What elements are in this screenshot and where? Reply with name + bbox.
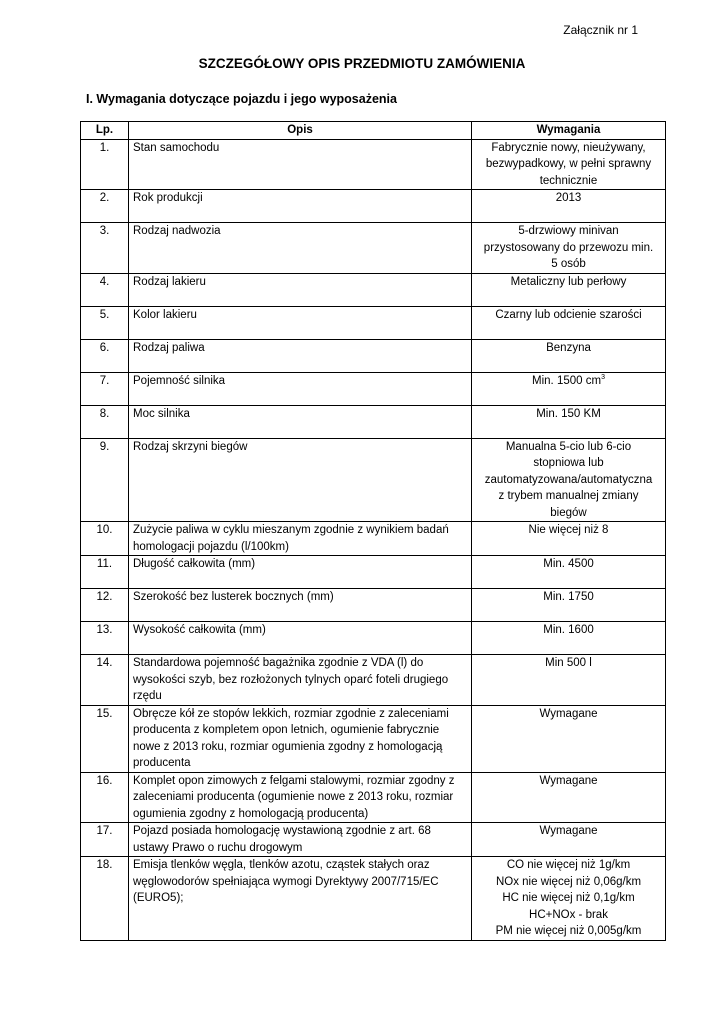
requirement-text: Min. 1500 cm [532, 374, 602, 387]
row-requirement [472, 372, 666, 405]
requirement-line [476, 156, 661, 173]
requirement-line [476, 923, 661, 940]
row-number: 15. [81, 705, 129, 772]
table-row [81, 655, 666, 706]
table-body [81, 139, 666, 940]
row-requirement [472, 556, 666, 589]
requirement-line [476, 256, 661, 273]
row-description: Komplet opon zimowych z felgami stalowymi, rozmiar zgodny z zaleceniami producenta (ogumienie nowe z 2013 roku, rozmiar ogumienia zgodny z homologacją producenta) [129, 772, 472, 823]
table-row [81, 705, 666, 772]
row-description: Wysokość całkowita (mm) [129, 622, 472, 655]
table-row [81, 139, 666, 190]
requirement-text: przystosowany do przewozu min. [483, 241, 654, 254]
row-number: 9. [81, 438, 129, 522]
row-requirement [472, 857, 666, 941]
row-number: 4. [81, 273, 129, 306]
requirement-text: technicznie [539, 174, 598, 187]
row-number: 16. [81, 772, 129, 823]
requirement-text: Min. 4500 [543, 558, 594, 570]
row-description: Szerokość bez lusterek bocznych (mm) [129, 589, 472, 622]
row-requirement [472, 405, 666, 438]
row-description: Kolor lakieru [129, 306, 472, 339]
requirement-line [476, 307, 661, 324]
requirement-line [476, 439, 661, 456]
table-row [81, 372, 666, 405]
row-number: 2. [81, 190, 129, 223]
section-title: I. Wymagania dotyczące pojazdu i jego wyposażenia [86, 92, 397, 106]
requirement-text: HC nie więcej niż 0,1g/km [502, 892, 635, 904]
requirement-line [476, 472, 661, 489]
requirements-table [80, 121, 666, 941]
requirement-text: Czarny lub odcienie szarości [495, 308, 642, 321]
row-requirement [472, 589, 666, 622]
table-row [81, 438, 666, 522]
row-number: 8. [81, 405, 129, 438]
row-description: Obręcze kół ze stopów lekkich, rozmiar zgodnie z zaleceniami producenta z kompletem opon letnich, ogumienie fabrycznie nowe z 2013 roku, rozmiar ogumienia zgodny z homologacją producenta [129, 705, 472, 772]
table-row [81, 589, 666, 622]
row-requirement [472, 655, 666, 706]
requirement-line [476, 773, 661, 790]
requirement-text: Wymagane [539, 707, 598, 720]
row-requirement [472, 823, 666, 857]
row-description: Pojemność silnika [129, 372, 472, 405]
requirement-text: PM nie więcej niż 0,005g/km [495, 925, 642, 937]
row-number: 3. [81, 223, 129, 274]
row-description: Standardowa pojemność bagażnika zgodnie z VDA (l) do wysokości szyb, bez rozłożonych tylnych oparć foteli drugiego rzędu [129, 655, 472, 706]
requirement-text: 5-drzwiowy minivan [518, 225, 619, 237]
table-row [81, 622, 666, 655]
attachment-label: Załącznik nr 1 [563, 23, 638, 37]
row-requirement [472, 190, 666, 223]
requirement-text: zautomatyzowana/automatyczna [484, 473, 653, 486]
row-requirement [472, 522, 666, 556]
requirement-line [476, 223, 661, 240]
requirement-text: Nie więcej niż 8 [528, 524, 609, 536]
requirement-line [476, 589, 661, 606]
requirement-line [476, 857, 661, 874]
table-row [81, 823, 666, 857]
column-header-desc: Opis [129, 122, 472, 140]
table-row [81, 857, 666, 941]
requirement-line [476, 522, 661, 539]
requirement-text: 2013 [555, 192, 582, 204]
requirement-text: 5 osób [551, 258, 586, 270]
requirement-line [476, 406, 661, 423]
row-number: 7. [81, 372, 129, 405]
row-number: 14. [81, 655, 129, 706]
table-row [81, 190, 666, 223]
table-row [81, 556, 666, 589]
requirement-text: Wymagane [539, 774, 598, 787]
row-description: Zużycie paliwa w cyklu mieszanym zgodnie z wynikiem badań homologacji pojazdu (l/100km) [129, 522, 472, 556]
requirement-text: Min. 1750 [543, 591, 594, 603]
row-description: Moc silnika [129, 405, 472, 438]
row-requirement [472, 772, 666, 823]
row-requirement [472, 622, 666, 655]
requirement-line [476, 173, 661, 190]
requirement-line [476, 655, 661, 672]
row-description: Rodzaj nadwozia [129, 223, 472, 274]
requirement-text: Metaliczny lub perłowy [510, 275, 627, 288]
row-requirement [472, 339, 666, 372]
table-header-row [81, 122, 666, 140]
requirement-line [476, 140, 661, 157]
row-description: Stan samochodu [129, 139, 472, 190]
requirement-line [476, 622, 661, 639]
row-number: 6. [81, 339, 129, 372]
requirement-text: CO nie więcej niż 1g/km [506, 859, 631, 871]
table-row [81, 223, 666, 274]
requirement-text: HC+NOx - brak [529, 908, 608, 921]
requirement-text: Benzyna [546, 341, 591, 354]
requirement-line [476, 556, 661, 573]
row-number: 5. [81, 306, 129, 339]
row-requirement [472, 306, 666, 339]
column-header-lp: Lp. [81, 122, 129, 140]
row-requirement [472, 438, 666, 522]
requirement-line [476, 340, 661, 357]
row-description: Rodzaj skrzyni biegów [129, 438, 472, 522]
row-requirement [472, 705, 666, 772]
row-number: 13. [81, 622, 129, 655]
requirement-text: Min. 1600 [543, 624, 594, 636]
requirement-line [476, 240, 661, 257]
requirement-text: stopniowa lub [533, 457, 604, 469]
table-row [81, 339, 666, 372]
row-requirement [472, 273, 666, 306]
requirement-line [476, 274, 661, 291]
requirement-line [476, 706, 661, 723]
requirement-line [476, 488, 661, 505]
row-description: Pojazd posiada homologację wystawioną zgodnie z art. 68 ustawy Prawo o ruchu drogowym [129, 823, 472, 857]
requirement-text: Wymagane [539, 825, 598, 837]
requirement-line [476, 890, 661, 907]
unit-superscript: 3 [601, 373, 605, 381]
table-row [81, 273, 666, 306]
requirement-text: biegów [550, 506, 587, 519]
requirement-text: Min. 150 KM [536, 407, 601, 420]
row-description: Długość całkowita (mm) [129, 556, 472, 589]
column-header-req: Wymagania [472, 122, 666, 140]
requirement-text: NOx nie więcej niż 0,06g/km [495, 875, 642, 888]
requirement-line [476, 190, 661, 207]
row-number: 11. [81, 556, 129, 589]
row-number: 10. [81, 522, 129, 556]
requirement-text: Fabrycznie nowy, nieużywany, [491, 141, 646, 154]
table-row [81, 405, 666, 438]
requirement-text: Manualna 5-cio lub 6-cio [505, 440, 632, 453]
requirement-line [476, 373, 661, 390]
row-description: Rodzaj paliwa [129, 339, 472, 372]
row-requirement [472, 223, 666, 274]
requirement-line [476, 874, 661, 891]
table-row [81, 772, 666, 823]
row-requirement [472, 139, 666, 190]
requirement-text: bezwypadkowy, w pełni sprawny [485, 158, 652, 170]
row-number: 1. [81, 139, 129, 190]
requirement-text: z trybem manualnej zmiany [498, 490, 639, 502]
row-number: 18. [81, 857, 129, 941]
requirement-line [476, 505, 661, 522]
row-number: 17. [81, 823, 129, 857]
requirement-text: Min 500 l [545, 657, 592, 669]
requirement-line [476, 907, 661, 924]
row-description: Rodzaj lakieru [129, 273, 472, 306]
row-number: 12. [81, 589, 129, 622]
table-row [81, 522, 666, 556]
document-title: SZCZEGÓŁOWY OPIS PRZEDMIOTU ZAMÓWIENIA [198, 56, 526, 71]
requirement-line [476, 823, 661, 840]
table-row [81, 306, 666, 339]
row-description: Emisja tlenków węgla, tlenków azotu, cząstek stałych oraz węglowodorów spełniająca wymogi Dyrektywy 2007/715/EC (EURO5); [129, 857, 472, 941]
requirement-line [476, 455, 661, 472]
row-description: Rok produkcji [129, 190, 472, 223]
